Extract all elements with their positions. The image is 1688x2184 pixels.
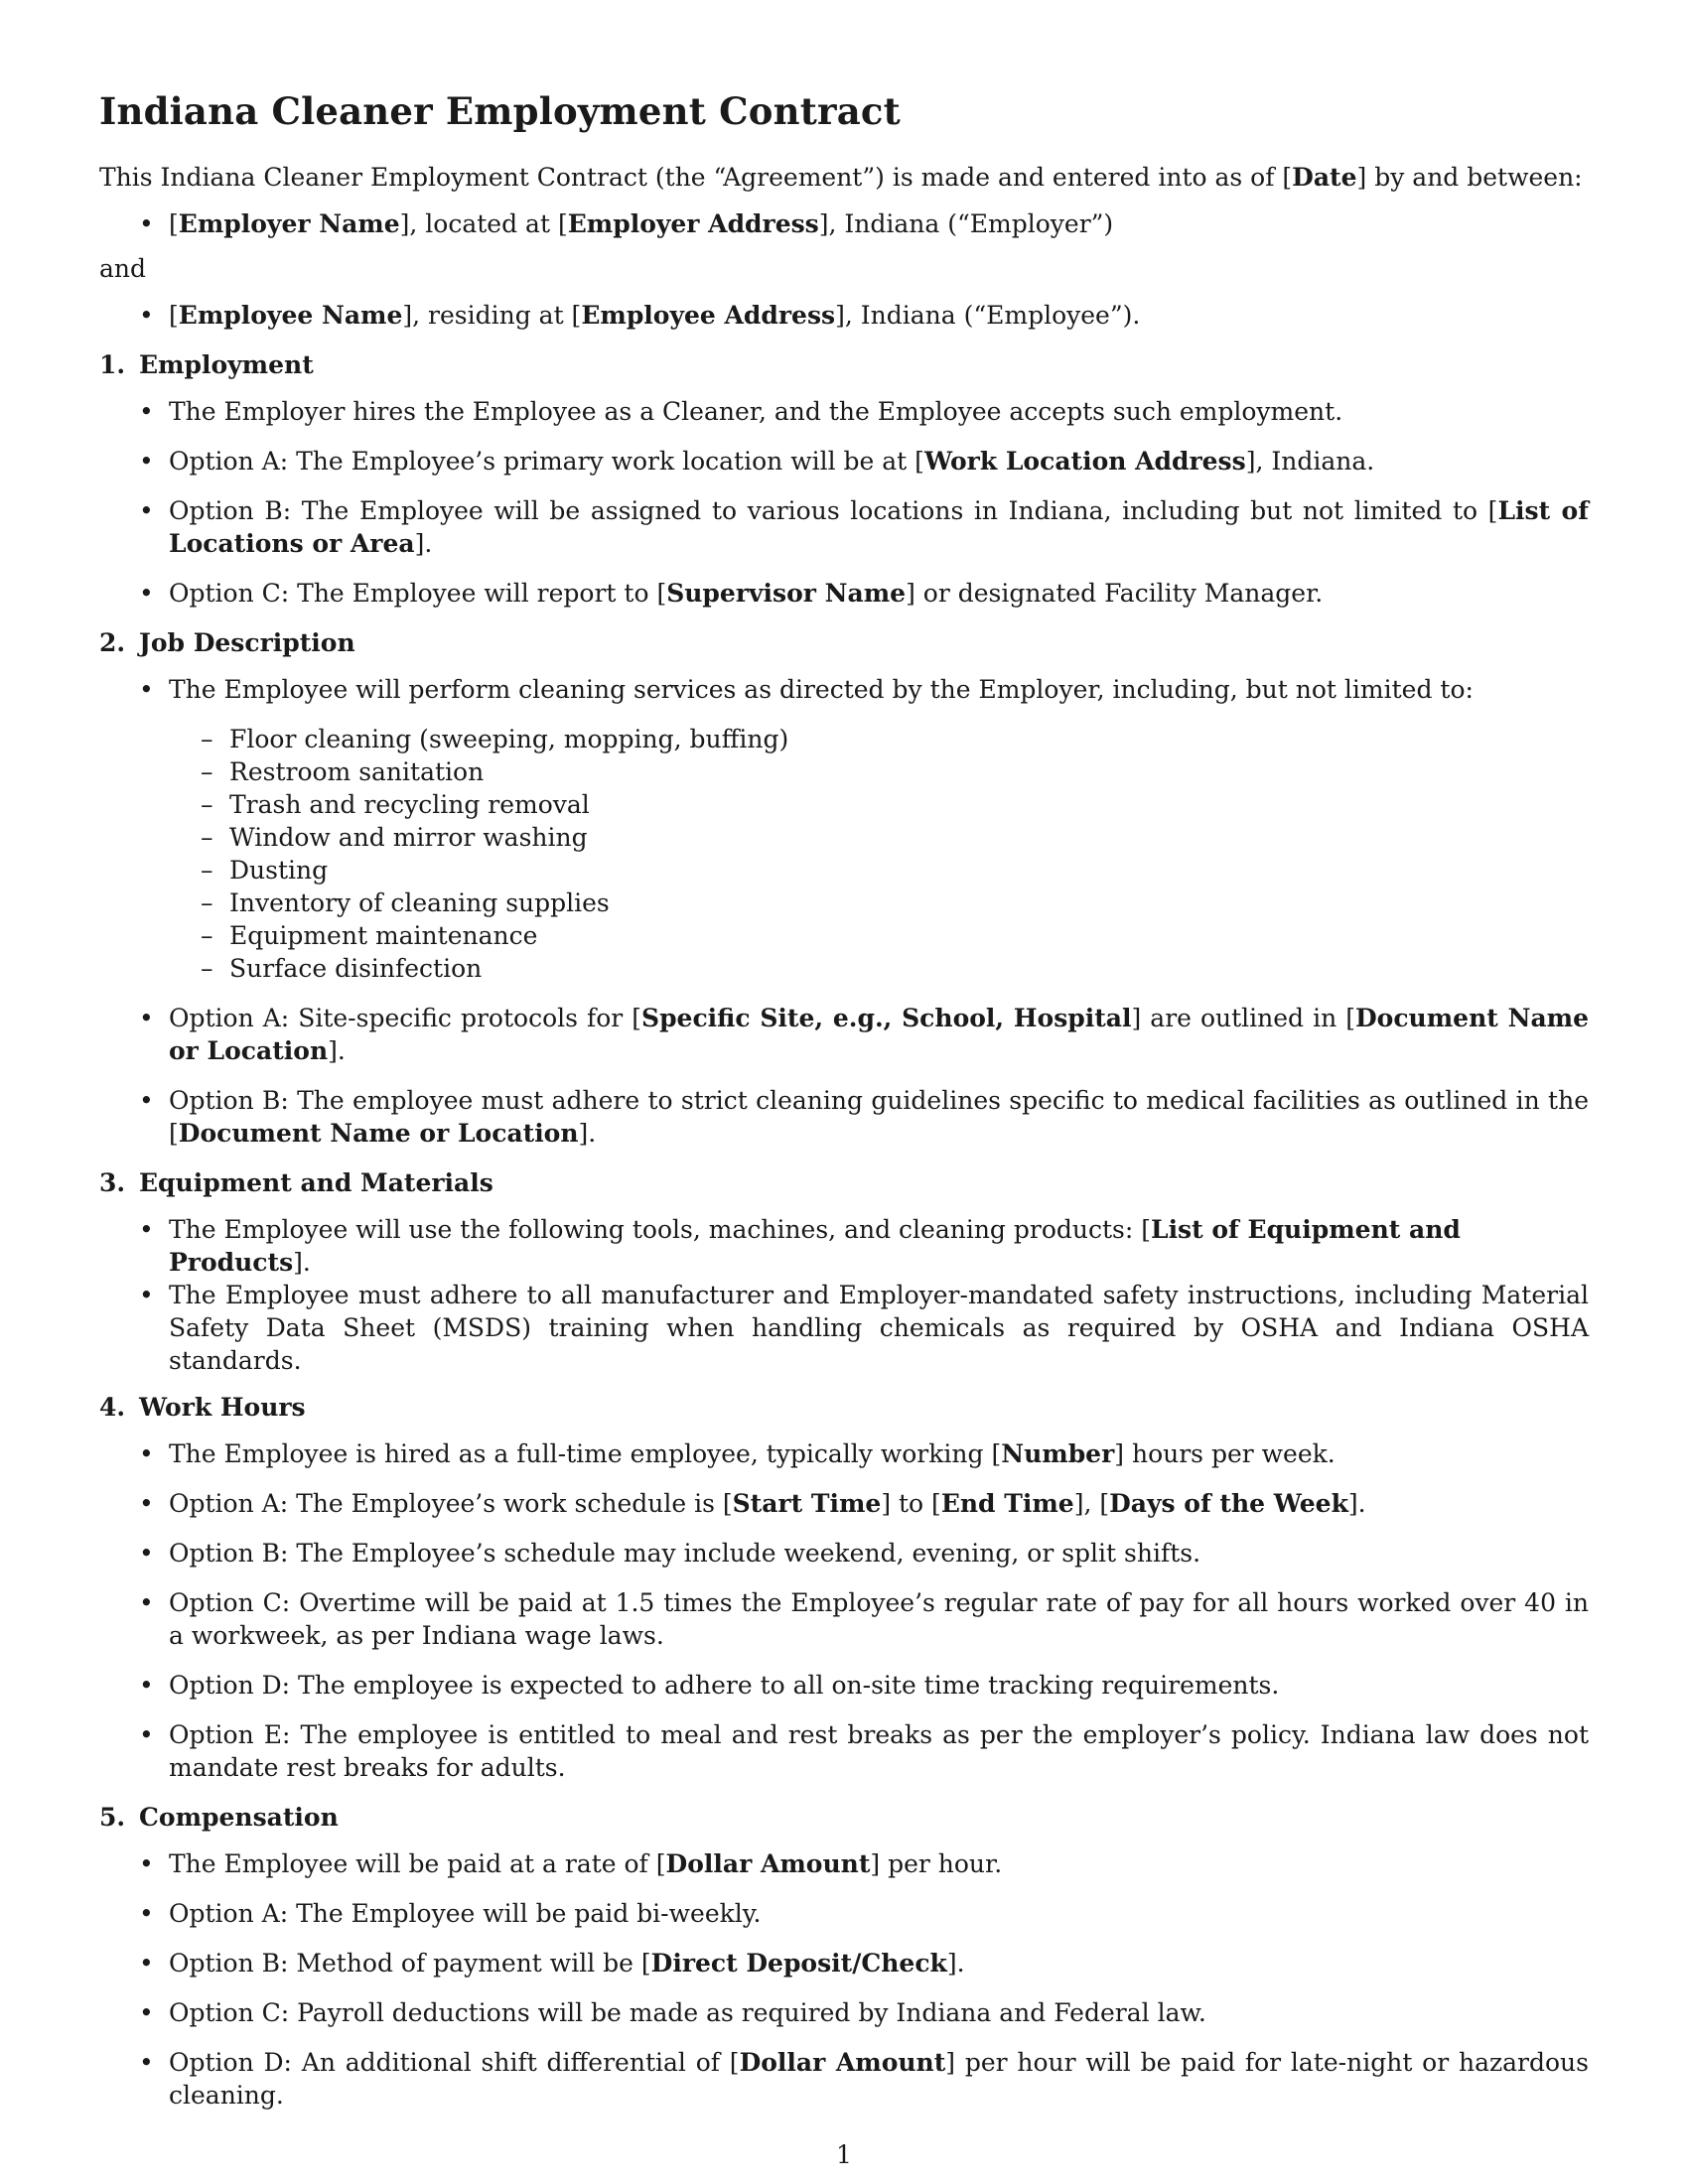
employer-party: • [Employer Name], located at [Employer Address], Indiana (“Employer”) [99, 207, 1589, 240]
list-item: • Option A: The Employee will be paid bi-weekly. [99, 1897, 1589, 1930]
employee-name-placeholder: Employee Name [178, 301, 403, 330]
list-item: • Option C: Overtime will be paid at 1.5 times the Employee’s regular rate of pay for all hours worked over 40 in a workweek, as per Indiana wage laws. [99, 1586, 1589, 1652]
task-item: – Inventory of cleaning supplies [99, 887, 1589, 919]
task-item: – Restroom sanitation [99, 755, 1589, 788]
section-heading-compensation: 5. Compensation [99, 1803, 339, 1832]
party-list-employee [99, 299, 1589, 332]
list-item: • The Employee will use the following tools, machines, and cleaning products: [List of Equipment and Products]. [99, 1213, 1589, 1279]
employee-party: • [Employee Name], residing at [Employee Address], Indiana (“Employee”). [99, 299, 1589, 332]
page-number: 1 [836, 2140, 852, 2169]
contract-body [99, 87, 1589, 2128]
list-item: • The Employee is hired as a full-time employee, typically working [Number] hours per week. [99, 1437, 1589, 1470]
task-list [99, 723, 1589, 985]
list-item: • Option C: The Employee will report to [Supervisor Name] or designated Facility Manager. [99, 577, 1589, 610]
section-heading-work-hours: 4. Work Hours [99, 1393, 306, 1422]
section-heading-employment: 1. Employment [99, 350, 314, 379]
list-item: • The Employee must adhere to all manufacturer and Employer-mandated safety instructions, including Material Safety Data Sheet (MSDS) training when handling chemicals as required by OSHA and Indiana OSHA standards. [99, 1279, 1589, 1377]
employee-address-placeholder: Employee Address [581, 301, 836, 330]
list-item: • Option B: Method of payment will be [Direct Deposit/Check]. [99, 1947, 1589, 1979]
section-heading-equipment: 3. Equipment and Materials [99, 1168, 493, 1197]
equipment-list [99, 1213, 1589, 1377]
task-item: – Surface disinfection [99, 952, 1589, 985]
job-options-list [99, 1002, 1589, 1150]
list-item: • Option B: The Employee will be assigned to various locations in Indiana, including but not limited to [List of Locations or Area]. [99, 494, 1589, 560]
work-hours-list [99, 1437, 1589, 1784]
task-item: – Trash and recycling removal [99, 788, 1589, 821]
party-list-employer [99, 207, 1589, 240]
list-item: • Option E: The employee is entitled to meal and rest breaks as per the employer’s policy. Indiana law does not mandate rest breaks for adults. [99, 1718, 1589, 1784]
list-item: • Option D: The employee is expected to adhere to all on-site time tracking requirements. [99, 1669, 1589, 1702]
job-list-intro [99, 673, 1589, 706]
list-item: • Option C: Payroll deductions will be made as required by Indiana and Federal law. [99, 1996, 1589, 2029]
task-item: – Floor cleaning (sweeping, mopping, buffing) [99, 723, 1589, 755]
date-placeholder: Date [1292, 163, 1357, 192]
list-item: • Option B: The Employee’s schedule may include weekend, evening, or split shifts. [99, 1537, 1589, 1570]
intro-paragraph: This Indiana Cleaner Employment Contract (the “Agreement”) is made and entered into as of [Date] by and between: [99, 163, 1583, 192]
task-item: – Equipment maintenance [99, 919, 1589, 952]
list-item: • Option D: An additional shift differential of [Dollar Amount] per hour will be paid for late-night or hazardous cleaning. [99, 2046, 1589, 2112]
page-title: Indiana Cleaner Employment Contract [99, 89, 901, 133]
list-item: • The Employer hires the Employee as a Cleaner, and the Employee accepts such employment. [99, 395, 1589, 428]
task-item: – Dusting [99, 854, 1589, 887]
list-item: • The Employee will be paid at a rate of [Dollar Amount] per hour. [99, 1847, 1589, 1880]
employer-address-placeholder: Employer Address [567, 209, 819, 238]
list-item: • Option B: The employee must adhere to strict cleaning guidelines specific to medical facilities as outlined in the [Document Name or Location]. [99, 1084, 1589, 1150]
section-heading-job-description: 2. Job Description [99, 628, 355, 657]
list-item: • Option A: The Employee’s primary work location will be at [Work Location Address], Indiana. [99, 445, 1589, 478]
list-item: • Option A: The Employee’s work schedule is [Start Time] to [End Time], [Days of the Week]. [99, 1487, 1589, 1520]
list-item: • Option A: Site-specific protocols for [Specific Site, e.g., School, Hospital] are outlined in [Document Name or Location]. [99, 1002, 1589, 1067]
employment-list [99, 395, 1589, 610]
employer-name-placeholder: Employer Name [178, 209, 400, 238]
compensation-list [99, 1847, 1589, 2112]
and-text: and [99, 254, 147, 283]
list-item: • The Employee will perform cleaning services as directed by the Employer, including, but not limited to: [99, 673, 1589, 706]
task-item: – Window and mirror washing [99, 821, 1589, 854]
